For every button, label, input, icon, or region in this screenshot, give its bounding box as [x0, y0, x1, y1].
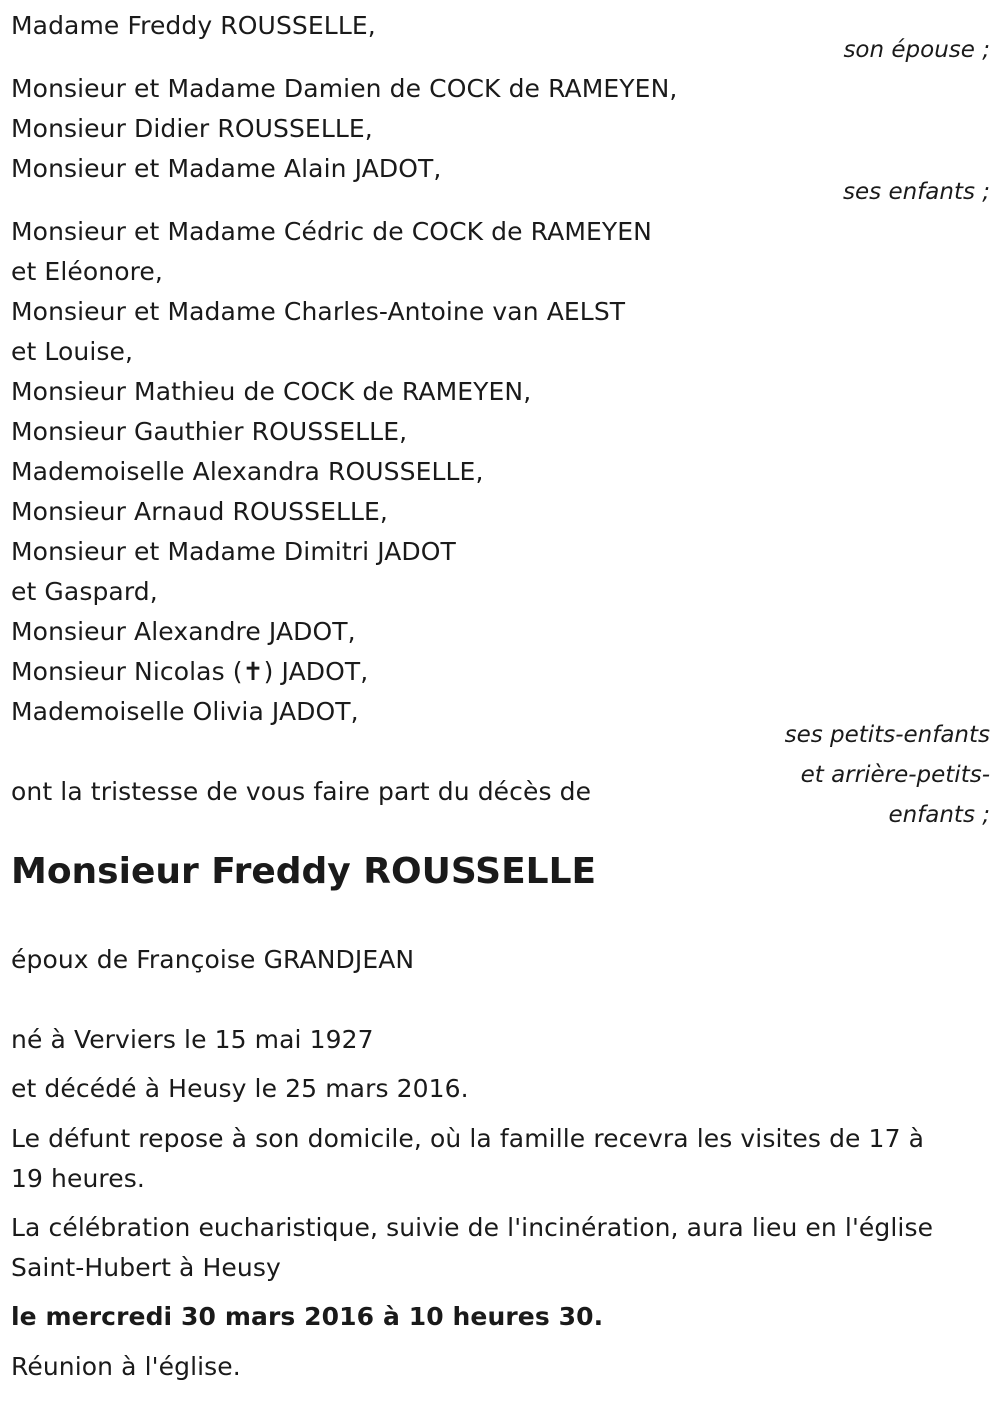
- grandchild-name: Mademoiselle Alexandra ROUSSELLE,: [11, 457, 484, 486]
- grandchild-name: Monsieur Mathieu de COCK de RAMEYEN,: [11, 377, 532, 406]
- spouse-name: Madame Freddy ROUSSELLE,: [11, 11, 376, 40]
- ceremony-text: Saint-Hubert à Heusy: [11, 1253, 281, 1282]
- death-line: et décédé à Heusy le 25 mars 2016.: [11, 1074, 469, 1103]
- ceremony-date: le mercredi 30 mars 2016 à 10 heures 30.: [11, 1302, 604, 1331]
- grandchild-name: Monsieur et Madame Cédric de COCK de RAMEYEN: [11, 217, 652, 246]
- deceased-spouse-line: époux de Françoise GRANDJEAN: [11, 945, 415, 974]
- repose-text: 19 heures.: [11, 1164, 145, 1193]
- child-name: Monsieur et Madame Alain JADOT,: [11, 154, 442, 183]
- grandchildren-role-line: et arrière-petits-: [800, 762, 990, 788]
- grandchildren-role-line: ses petits-enfants: [784, 722, 990, 748]
- grandchild-name: Monsieur Nicolas (✝) JADOT,: [11, 657, 369, 686]
- grandchild-name: Mademoiselle Olivia JADOT,: [11, 697, 359, 726]
- birth-line: né à Verviers le 15 mai 1927: [11, 1025, 374, 1054]
- grandchild-name: Monsieur Arnaud ROUSSELLE,: [11, 497, 388, 526]
- grandchild-name: et Eléonore,: [11, 257, 163, 286]
- announcement-text: ont la tristesse de vous faire part du décès de: [11, 777, 592, 806]
- grandchildren-role-line: enfants ;: [888, 802, 990, 828]
- grandchild-name: Monsieur Gauthier ROUSSELLE,: [11, 417, 408, 446]
- grandchild-name: Monsieur et Madame Charles-Antoine van AELST: [11, 297, 626, 326]
- spouse-role: son épouse ;: [843, 37, 990, 63]
- grandchild-name: et Gaspard,: [11, 577, 158, 606]
- gathering-text: Réunion à l'église.: [11, 1352, 241, 1381]
- child-name: Monsieur Didier ROUSSELLE,: [11, 114, 373, 143]
- grandchild-name: Monsieur et Madame Dimitri JADOT: [11, 537, 456, 566]
- grandchild-name: et Louise,: [11, 337, 134, 366]
- deceased-name: Monsieur Freddy ROUSSELLE: [11, 851, 597, 892]
- child-name: Monsieur et Madame Damien de COCK de RAMEYEN,: [11, 74, 678, 103]
- repose-text: Le défunt repose à son domicile, où la famille recevra les visites de 17 à: [11, 1124, 925, 1153]
- children-role: ses enfants ;: [843, 179, 990, 205]
- grandchild-name: Monsieur Alexandre JADOT,: [11, 617, 356, 646]
- ceremony-text: La célébration eucharistique, suivie de l'incinération, aura lieu en l'église: [11, 1213, 934, 1242]
